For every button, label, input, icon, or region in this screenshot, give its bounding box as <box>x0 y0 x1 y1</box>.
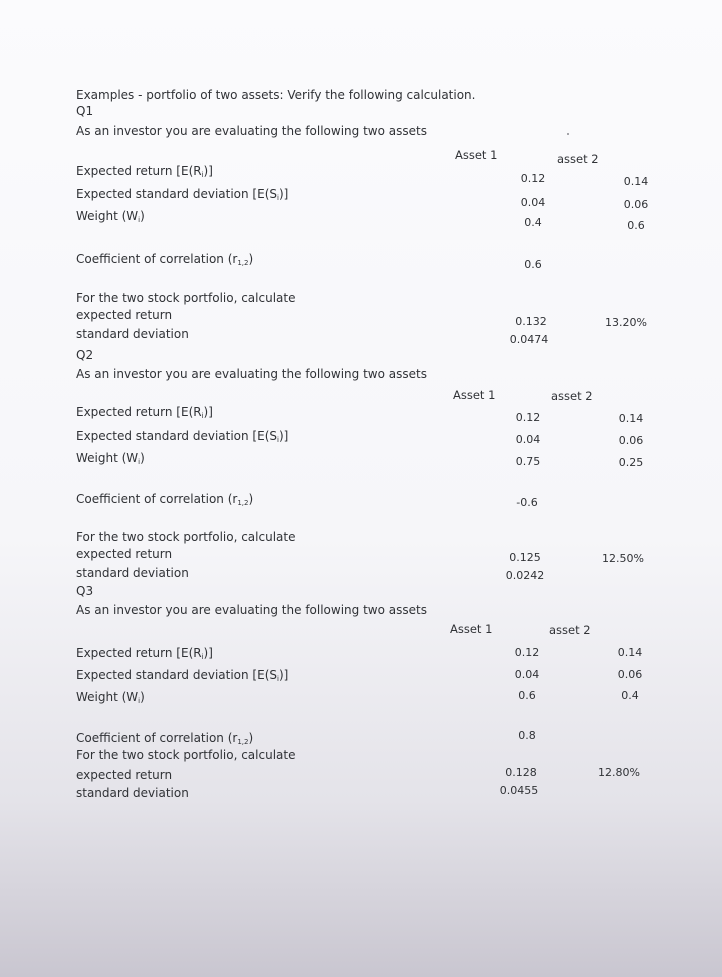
q3-correlation-label: Coefficient of correlation $(r_{1,2})$ <box>76 731 254 746</box>
q3-expected-return-result: 0.128 <box>505 766 537 779</box>
q1-asset2-std-dev: 0.06 <box>623 198 649 211</box>
q1-label: Q1 <box>76 104 94 118</box>
q3-prompt: As an investor you are evaluating the following two assets <box>76 603 427 617</box>
q2-asset2-weight: 0.25 <box>618 456 644 469</box>
q1-asset2-expected-return: 0.14 <box>623 175 649 188</box>
q2-correlation-value: -0.6 <box>516 496 538 509</box>
q2-std-dev-label: Expected standard deviation $[E(S_i)]$ <box>76 429 289 444</box>
q3-asset1-header: Asset 1 <box>450 622 493 636</box>
q3-weight-label: Weight $(W_i)$ <box>76 690 145 705</box>
q1-std-dev-text: standard deviation <box>76 327 189 341</box>
q2-expected-return-label: Expected return $[E(R_i)]$ <box>76 405 213 420</box>
q1-asset1-header: Asset 1 <box>455 148 498 162</box>
q3-expected-return-label: Expected return $[E(R_i)]$ <box>76 646 213 661</box>
q2-correlation-label: Coefficient of correlation $(r_{1,2})$ <box>76 492 254 507</box>
q1-std-dev-result: 0.0474 <box>509 333 549 346</box>
paper-speck <box>567 133 569 135</box>
q3-std-dev-label: Expected standard deviation $[E(S_i)]$ <box>76 668 289 683</box>
q3-asset1-std-dev: 0.04 <box>514 668 540 681</box>
q2-asset1-std-dev: 0.04 <box>515 433 541 446</box>
q3-asset2-header: asset 2 <box>549 623 591 637</box>
q1-asset2-weight: 0.6 <box>627 219 645 232</box>
q3-asset2-expected-return: 0.14 <box>617 646 643 659</box>
q2-asset1-header: Asset 1 <box>453 388 496 402</box>
document-title: Examples - portfolio of two assets: Verify the following calculation. <box>76 88 476 102</box>
q1-asset1-weight: 0.4 <box>524 216 542 229</box>
q1-expected-return-result: 0.132 <box>515 315 547 328</box>
q1-calc-prompt: For the two stock portfolio, calculate <box>76 291 296 305</box>
q2-expected-return-pct: 12.50% <box>602 552 644 565</box>
q1-std-dev-label: Expected standard deviation $[E(S_i)]$ <box>76 187 289 202</box>
q2-expected-return-text: expected return <box>76 547 173 561</box>
q3-label: Q3 <box>76 584 94 598</box>
q3-asset2-std-dev: 0.06 <box>617 668 643 681</box>
q1-correlation-label: Coefficient of correlation $(r_{1,2})$ <box>76 252 254 267</box>
q2-label: Q2 <box>76 348 94 362</box>
q3-correlation-value: 0.8 <box>518 729 536 742</box>
q1-prompt: As an investor you are evaluating the following two assets <box>76 124 427 138</box>
q2-asset2-expected-return: 0.14 <box>618 412 644 425</box>
q1-weight-label: Weight $(W_i)$ <box>76 209 145 224</box>
q3-std-dev-result: 0.0455 <box>499 784 539 797</box>
q3-std-dev-text: standard deviation <box>76 786 189 800</box>
q3-expected-return-pct: 12.80% <box>598 766 640 779</box>
q3-calc-prompt: For the two stock portfolio, calculate <box>76 748 296 762</box>
q2-asset2-header: asset 2 <box>551 389 593 403</box>
q2-weight-label: Weight $(W_i)$ <box>76 451 145 466</box>
q3-expected-return-text: expected return <box>76 768 173 782</box>
q3-asset1-weight: 0.6 <box>518 689 536 702</box>
q3-asset1-expected-return: 0.12 <box>514 646 540 659</box>
q2-prompt: As an investor you are evaluating the following two assets <box>76 367 427 381</box>
q1-expected-return-text: expected return <box>76 308 173 322</box>
q2-std-dev-text: standard deviation <box>76 566 189 580</box>
q2-asset2-std-dev: 0.06 <box>618 434 644 447</box>
q2-std-dev-result: 0.0242 <box>505 569 545 582</box>
q1-correlation-value: 0.6 <box>524 258 542 271</box>
q1-asset2-header: asset 2 <box>557 152 599 166</box>
q2-asset1-weight: 0.75 <box>515 455 541 468</box>
q1-asset1-std-dev: 0.04 <box>520 196 546 209</box>
q1-expected-return-pct: 13.20% <box>605 316 647 329</box>
q2-calc-prompt: For the two stock portfolio, calculate <box>76 530 296 544</box>
q1-asset1-expected-return: 0.12 <box>520 172 546 185</box>
q1-expected-return-label: Expected return $[E(R_i)]$ <box>76 164 213 179</box>
q2-expected-return-result: 0.125 <box>509 551 541 564</box>
q3-asset2-weight: 0.4 <box>621 689 639 702</box>
q2-asset1-expected-return: 0.12 <box>515 411 541 424</box>
